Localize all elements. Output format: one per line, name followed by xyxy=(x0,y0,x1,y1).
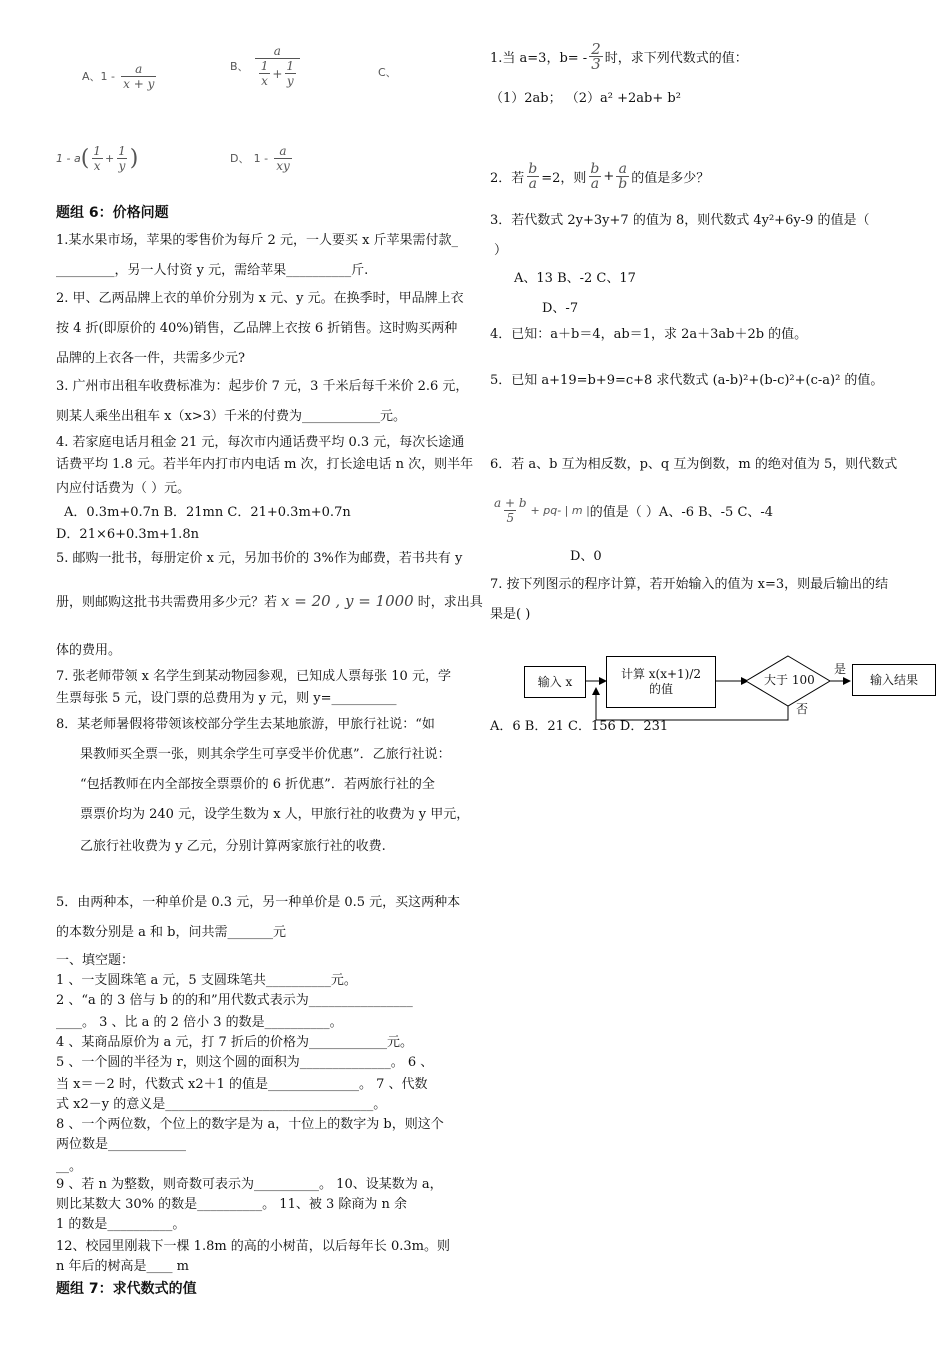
fill-8c: __。 xyxy=(56,1159,83,1174)
option-b-fraction: a $\frac{1}{x}$ + $\frac{1}{y}$ xyxy=(255,44,300,88)
r-q6: 6．若 a、b 互为相反数，p、q 互为倒数，m 的绝对值为 5，则代数式 xyxy=(490,457,898,472)
q3-line1: 3. 广州市出租车收费标准为：起步价 7 元，3 千米后每千米价 2.6 元， xyxy=(56,379,469,394)
section-6-title: 题组 6：价格问题 xyxy=(56,205,169,221)
fill-5c: 式 x2－y 的意义是________________________________。 xyxy=(56,1097,387,1112)
flow-yes-label: 是 xyxy=(834,662,847,676)
q8-line2: 果教师买全票一张，则其余学生可享受半价优惠”．乙旅行社说： xyxy=(80,747,451,762)
q2-line2: 按 4 折(即原价的 40%)销售，乙品牌上衣按 6 折销售。这时购买两种 xyxy=(56,321,458,336)
r-q5: 5．已知 a+19=b+9=c+8 求代数式 (a-b)²+(b-c)²+(c-a)² 的值。 xyxy=(490,373,884,388)
flow-output-box: 输入结果 xyxy=(852,664,936,696)
r-q7-line1: 7. 按下列图示的程序计算，若开始输入的值为 x=3，则最后输出的结 xyxy=(490,577,889,592)
option-c-expr: 1 - a( $\frac{1}{x}$ + $\frac{1}{y}$ ) xyxy=(56,144,139,173)
q5-line1: 5. 邮购一批书，每册定价 x 元，另加书价的 3%作为邮费，若书共有 y xyxy=(56,551,463,566)
r-q1-sub: （1）2ab； （2）a² +2ab+ b² xyxy=(490,91,681,106)
q4-line1: 4. 若家庭电话月租金 21 元，每次市内通话费平均 0.3 元，每次长途通 xyxy=(56,435,465,450)
q2-line3: 品牌的上衣各一件，共需多少元? xyxy=(56,351,245,366)
fill-1: 1 、一支圆珠笔 a 元，5 支圆珠笔共__________元。 xyxy=(56,973,357,988)
r-q6-expr: $\frac{a + b}{5}$ + pq- | m |的值是（ ）A、-6 B、-5 C、-4 xyxy=(494,496,774,525)
q4-line3: 内应付话费为（ ）元。 xyxy=(56,481,191,496)
option-d: D、 1 - $\frac{a}{xy}$ xyxy=(230,144,290,173)
fill-8a: 8 、一个两位数，个位上的数字是为 a，十位上的数字为 b，则这个 xyxy=(56,1117,444,1132)
r-q1: 1.当 a=3，b= - $\frac{2}{3}$ 时，求下列代数式的值： xyxy=(490,40,748,73)
fill-5b: 当 x＝－2 时，代数式 x2＋1 的值是______________。 7 、代数 xyxy=(56,1077,428,1092)
q7-line2: 生票每张 5 元，设门票的总费用为 y 元，则 y=__________ xyxy=(56,691,397,706)
fill-9c: 1 的数是__________。 xyxy=(56,1217,186,1232)
fill-12a: 12、校园里刚栽下一棵 1.8m 的高的小树苗，以后每年长 0.3m。则 xyxy=(56,1239,450,1254)
flow-input-box: 输入 x xyxy=(524,666,586,698)
fill-2b: ____。 3 、比 a 的 2 倍小 3 的数是__________。 xyxy=(56,1015,343,1030)
q8-line1: 8．某老师暑假将带领该校部分学生去某地旅游，甲旅行社说：“如 xyxy=(56,717,435,732)
section-7-title: 题组 7：求代数式的值 xyxy=(56,1281,197,1297)
fill-12b: n 年后的树高是____ m xyxy=(56,1259,189,1274)
q7-line1: 7. 张老师带领 x 名学生到某动物园参观，已知成人票每张 10 元，学 xyxy=(56,669,451,684)
q3-line2: 则某人乘坐出租车 x（x>3）千米的付费为____________元。 xyxy=(56,409,406,424)
fill-4: 4 、某商品原价为 a 元，打 7 折后的价格为____________元。 xyxy=(56,1035,413,1050)
r-q2: 2．若 $\frac{b}{a}$ =2，则 $\frac{b}{a}$ + $\frac{a}{b}$ 的值是多少？ xyxy=(490,161,710,192)
q4-options-1: A．0.3m+0.7n B．21mn C．21+0.3m+0.7n xyxy=(64,505,351,520)
option-b: B、 a $\frac{1}{x}$ + $\frac{1}{y}$ xyxy=(230,44,302,88)
fill-8b: 两位数是____________ xyxy=(56,1137,187,1152)
option-a: A、1 - $\frac{a}{x + y}$ xyxy=(82,62,155,91)
q1-line1: 1.某水果市场，苹果的零售价为每斤 2 元，一人要买 x 斤苹果需付款_ xyxy=(56,233,459,248)
flow-no-label: 否 xyxy=(796,702,809,716)
flow-condition: 大于 100 xyxy=(764,673,815,687)
r-q6-option-d: D、0 xyxy=(570,549,602,564)
q5-line2: 册，则邮购这批书共需费用多少元？若 x = 20 , y = 1000 时，求出具 xyxy=(56,592,483,610)
fill-5a: 5 、一个圆的半径为 r，则这个圆的面积为______________。 6 、 xyxy=(56,1055,434,1070)
r-q3-line2: ） xyxy=(494,243,508,258)
q8-line5: 乙旅行社收费为 y 乙元，分别计算两家旅行社的收费. xyxy=(80,839,386,854)
r-q7-options: A．6 B．21 C．156 D．231 xyxy=(490,719,669,734)
r-q3-options: A、13 B、-2 C、17 xyxy=(514,271,636,286)
fill-2a: 2 、“a 的 3 倍与 b 的的和”用代数式表示为________________ xyxy=(56,993,413,1008)
fill-title: 一、填空题： xyxy=(56,953,135,968)
fill-9a: 9 、若 n 为整数，则奇数可表示为__________。 10、设某数为 a， xyxy=(56,1177,443,1192)
flow-calc-box: 计算 x(x+1)/2 的值 xyxy=(606,656,716,708)
q2-line1: 2. 甲、乙两品牌上衣的单价分别为 x 元、y 元。在换季时，甲品牌上衣 xyxy=(56,291,464,306)
q4-options-2: D．21×6+0.3m+1.8n xyxy=(56,527,199,542)
r-q3-line1: 3．若代数式 2y+3y+7 的值为 8，则代数式 4y²+6y-9 的值是（ xyxy=(490,213,870,228)
option-c-label: C、 xyxy=(378,66,397,79)
r-q3-option-d: D、-7 xyxy=(542,301,579,316)
q5b-line1: 5．由两种本，一种单价是 0.3 元，另一种单价是 0.5 元，买这两种本 xyxy=(56,895,461,910)
q8-line3: “包括教师在内全部按全票票价的 6 折优惠”．若两旅行社的全 xyxy=(80,777,435,792)
r-q7-line2: 果是( ) xyxy=(490,607,531,622)
q4-line2: 话费平均 1.8 元。若半年内打市内电话 m 次，打长途电话 n 次，则半年 xyxy=(56,457,474,472)
option-a-fraction: $\frac{a}{x + y}$ xyxy=(123,62,155,91)
q5b-line2: 的本数分别是 a 和 b，问共需_______元 xyxy=(56,925,286,940)
q5-line3: 体的费用。 xyxy=(56,643,122,658)
q8-line4: 票票价均为 240 元，设学生数为 x 人，甲旅行社的收费为 y 甲元， xyxy=(80,807,470,822)
r-q4: 4．已知：a＋b＝4，ab＝1，求 2a＋3ab＋2b 的值。 xyxy=(490,327,808,342)
q1-line2: _________，另一人付资 y 元，需给苹果__________斤. xyxy=(56,263,369,278)
fill-9b: 则比某数大 30% 的数是__________。 11、被 3 除商为 n 余 xyxy=(56,1197,408,1212)
